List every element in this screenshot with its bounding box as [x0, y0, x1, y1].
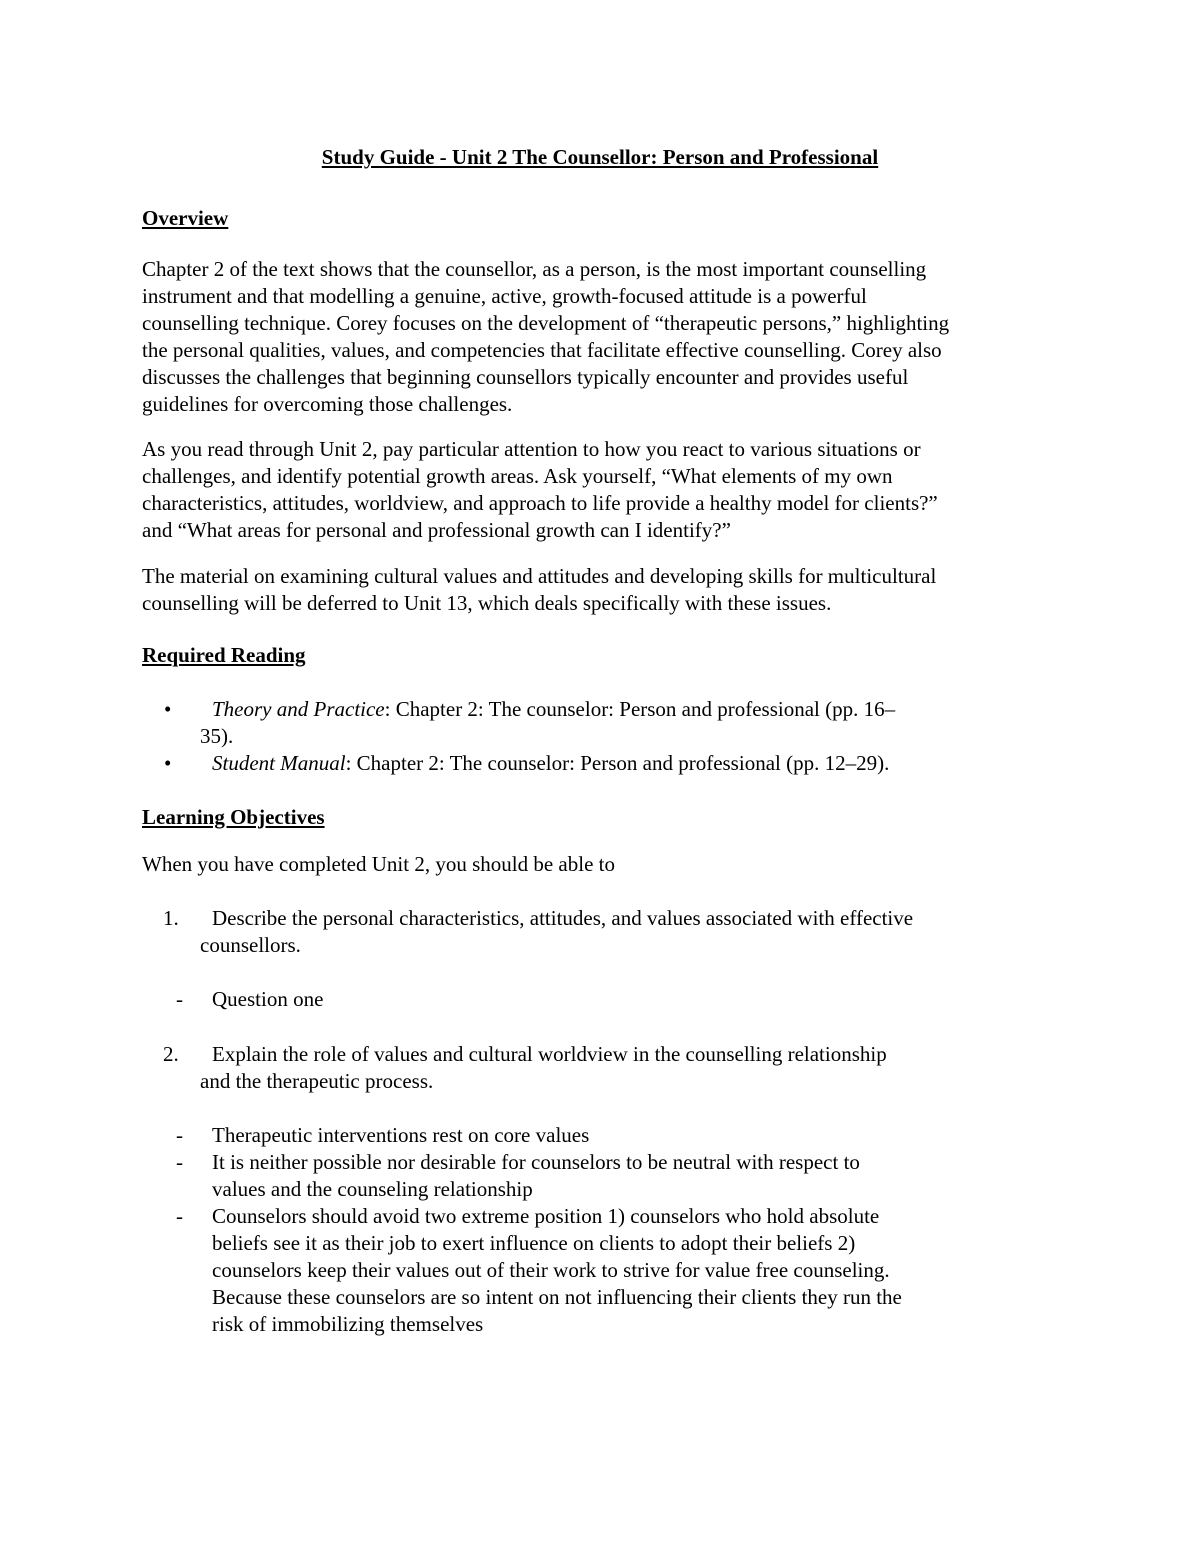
- overview-paragraph-2: [142, 436, 1062, 544]
- text-line: Question one: [212, 987, 324, 1011]
- text-line: characteristics, attitudes, worldview, and approach to life provide a healthy model for clients?”: [142, 491, 938, 515]
- reading-item-detail: : Chapter 2: The counselor: Person and professional (pp. 16–: [384, 697, 896, 721]
- objective-text: Describe the personal characteristics, attitudes, and values associated with effective: [212, 906, 914, 930]
- objective-number: 2.: [163, 1042, 179, 1066]
- reading-item-text: [212, 696, 895, 723]
- objective-text: Explain the role of values and cultural worldview in the counselling relationship: [212, 1042, 887, 1066]
- note-text: [212, 1149, 860, 1203]
- text-line: Therapeutic interventions rest on core values: [212, 1123, 590, 1147]
- text-line: As you read through Unit 2, pay particular attention to how you react to various situations or: [142, 437, 921, 461]
- overview-paragraph-3: [142, 563, 1062, 617]
- note-text: [212, 1203, 902, 1338]
- text-line: counselling technique. Corey focuses on the development of “therapeutic persons,” highlighting: [142, 311, 950, 335]
- text-line: discusses the challenges that beginning counsellors typically encounter and provides useful: [142, 365, 909, 389]
- text-line: instrument and that modelling a genuine, active, growth-focused attitude is a powerful: [142, 284, 867, 308]
- note-text: [212, 1122, 589, 1149]
- bullet-icon: •: [164, 751, 172, 775]
- text-line: Counselors should avoid two extreme position 1) counselors who hold absolute: [212, 1204, 880, 1228]
- text-line: It is neither possible nor desirable for counselors to be neutral with respect to: [212, 1150, 860, 1174]
- reading-item-detail: : Chapter 2: The counselor: Person and professional (pp. 12–29).: [345, 751, 890, 775]
- document-title: Study Guide - Unit 2 The Counsellor: Person and Professional: [321, 145, 879, 169]
- text-line: values and the counseling relationship: [212, 1177, 533, 1201]
- objective-number: 1.: [163, 906, 179, 930]
- reading-item-continuation: 35).: [200, 724, 234, 748]
- book-title: Theory and Practice: [212, 697, 385, 721]
- overview-paragraph-1: [142, 256, 1062, 418]
- text-line: risk of immobilizing themselves: [212, 1312, 484, 1336]
- dash-icon: -: [176, 1204, 183, 1228]
- dash-icon: -: [176, 1123, 183, 1147]
- learning-objectives-heading: Learning Objectives: [142, 805, 325, 829]
- objective-text-continuation: and the therapeutic process.: [200, 1069, 434, 1093]
- note-text: [212, 986, 323, 1013]
- reading-item-text: [212, 750, 889, 777]
- overview-heading: Overview: [142, 206, 229, 230]
- text-line: When you have completed Unit 2, you should be able to: [142, 852, 615, 876]
- text-line: The material on examining cultural values and attitudes and developing skills for multicultural: [142, 564, 937, 588]
- book-title: Student Manual: [212, 751, 346, 775]
- text-line: guidelines for overcoming those challenges.: [142, 392, 513, 416]
- text-line: challenges, and identify potential growth areas. Ask yourself, “What elements of my own: [142, 464, 893, 488]
- text-line: counselors keep their values out of their work to strive for value free counseling.: [212, 1258, 890, 1282]
- text-line: counselling will be deferred to Unit 13, which deals specifically with these issues.: [142, 591, 832, 615]
- required-reading-heading: Required Reading: [142, 643, 306, 667]
- objective-text-continuation: counsellors.: [200, 933, 301, 957]
- text-line: the personal qualities, values, and competencies that facilitate effective counselling. Corey also: [142, 338, 942, 362]
- dash-icon: -: [176, 987, 183, 1011]
- text-line: and “What areas for personal and professional growth can I identify?”: [142, 518, 731, 542]
- bullet-icon: •: [164, 697, 172, 721]
- dash-icon: -: [176, 1150, 183, 1174]
- text-line: Because these counselors are so intent on not influencing their clients they run the: [212, 1285, 902, 1309]
- objectives-intro: [142, 851, 1062, 878]
- text-line: Chapter 2 of the text shows that the counsellor, as a person, is the most important counselling: [142, 257, 927, 281]
- text-line: beliefs see it as their job to exert influence on clients to adopt their beliefs 2): [212, 1231, 856, 1255]
